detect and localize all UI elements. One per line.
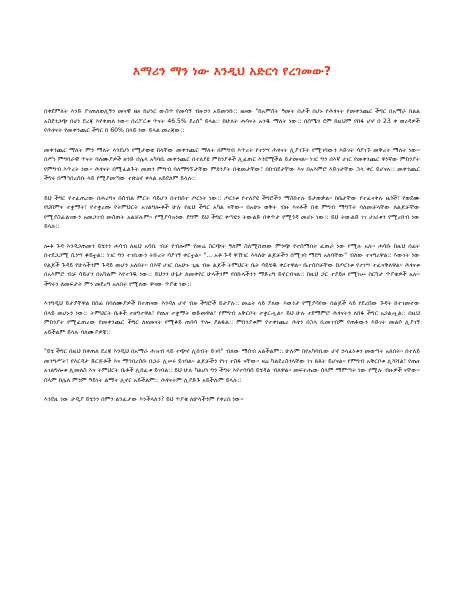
paragraph: እንደዚ ነው ታዲያ ይሄንን በምን ልንፈታው እንችላለን? ይህ ጥያቄ ለሁላችንም የቀረበ ነው።: [44, 396, 244, 403]
paragraph: ሎቶ ጉዳ እንዳጋጠመን ይሄንን ሐሳብ ለዚህ አሳቢ ብቻ የብሎም የመሬ ስርጭት ዓለም ስለሚሸጠው ምንጭ የተሰማበት ፈጠራ ነው የሚሉ አሉ። ሐሳቡ ከዚህ በፊት በተደጋጋሚ ሲነሣ ቆይቷል:: ነገር ግን ተገቢውን ትኩረት ሳያገኝ ቀርቷል። "... አቶ ጉዳ ዋኸገር እላለሁ ልጆቻችን በሚገባ ማደግ አለባቸው" ብለው ተናግረዋል:: እውነት ነው የልጆች ጉዳይ የሁላችንም ጉዳይ መሆን አለበት። በእኛ ሀገር በአሁኑ ጊዜ ብዙ ልጆች ትምህርት ቤት ሳይሄዱ ቀርተዋል። ቤተሰቦቻቸው ከጦርነቱ የተነሣ ተፈናቅለዋል። ሕፃናቱ በአእምሮ ብቻ ሳይሆን በአካልም እየተጎዱ ነው:: ይህንን ሁኔታ ለመቀየር ሁላችንም የበኩላችንን ማድረግ ይኖርብናል:: ከዚህ ጋር ተያይዞ የሚነሡ በርካታ ጥያቄዎች አሉ። ችግሩን ለመፍታት ምን መደረግ አለበት የሚለው ዋናው ጥያቄ ነው::: [44, 242, 420, 288]
paragraph: እንግዲህ ይታያቸዋል ከሰፊ በባለሙያዎች ከተጠናው እንዳለ ሆኖ ብዙ ችግሮች ይታያሉ:: መሬት ላይ ያለው እውነታ የሚያሳየው በልጆች ላይ የደረሰው ጉዳት ከተገመተው በላይ መሆኑን ነው:: ትምህርት ቤቶች ተዘግተዋል፣ የጤና ተቋማት ወድመዋል፣ የምግብ አቅርቦት ተቋርጧል። ይህ ሁሉ ተደማምሮ ሕፃናትን ለከፋ ችግር አጋልጧል:: በዚህ ምክንያት የሚፈጠረው የመቀንጨር ችግር ለዘመናት የሚቆይ ጠባሳ ጥሎ ያልፋል:: ምክንያቱም የተቀነጨረ ሕፃን በኋላ ቢመገብም የጠፋውን እድገት መልሶ ሊያገኝ አይችልም ይላሉ ባለሙያዎቹ::: [44, 300, 420, 336]
paragraph: "ይሄ ችግር በዚህ ከቀጠለ ደረጃ እንዲህ በአማራ ሕዝብ ላይ ተጭኖ ሊከብት ይገባ" ብለው ማሰብ አልችልም:: ሁሉም በየአካባቢው ሆኖ ኃላፊነቱን መወጣት አለበት። በተለይ መንግሥት፣ የእርዳታ ድርጅቶች እና ማኅበረሰቡ በጋራ ሊሠሩ ይገባል። ልጆቻችን የነገ ተስፋ ናቸው። ዛሬ ካልደረስንላቸው ነገ ጸጸት ይሆናል። የምግብ አቅርቦቱ ሊሻሻል፣ የጤና አገልግሎቱ ሊመለስ እና ትምህርት ቤቶች ሊከፈቱ ይገባል:: ይህ ሁሉ ካልሆነ ግን ችግሩ እየተባባሰ ይሄዳል ብለዋል። መፍትሔው ሰላም ማምጣት ነው የሚሉ ብዙዎች ናቸው። ሰላም ከሌለ ምንም ዓይነት ልማት ሊኖር አይችልም:: ሕፃናትም ሊያድጉ አይችሉም ይላሉ::: [44, 348, 420, 384]
paragraph: ይህ ችግር የተፈጠረው በሐረግና በሰብል ምርት ሳይሆን በተከሰተ ጦርነት ነው:: ጦርነቱ የተለያዩ ችግሮችን ማስከተሉ ይታወቃል። ከቤታቸው የተፈናቀሉ ዜጎች፣ የወደሙ የህክምና ተቋማት፣ የተቋረጡ የትምህርት አገልግሎቶች ሁሉ የዚህ ችግር አካል ናቸው። በአሁኑ ወቅት ብዙ እናቶች በቂ ምግብ ማግኘት ባለመቻላቸው ለልጆቻቸው የሚያስፈልገውን አመጋገብ መስጠት አልቻሉም። የሚያሳዝነው ደግሞ ይህ ችግር ቀጣዩን ትውልድ በቀጥታ የሚጎዳ መሆኑ ነው:: ይህ ትውልድ ነገ ሀገሪቱን የሚረከብ ነው ይላሉ::: [44, 194, 420, 230]
paragraph: በቀደምለት እንድ ያገጠለወሊኝን መናዊ ዜና ከሆነር ውስጥ የመሳኝ ብዙኃን አይመንኩ:: ዜናው "ከአምስት ዓመት በታች በሆኑ የሕፃናት የመቀንጨር ችግር በአማራ ክልል አስደንጋጭ በሆነ ደረጃ እየቀጠለ ነው። በሪፖርቱ ጥናት 46.5% ደረሰ" ይላል:: ከሁለት ሐሳናት አንዱ ማለት ነው:: በሰሜን ደም ከዚህም የከፋ ሆኖ በ 23 ቀ ወረዳዎች የሕፃናት የመቀንጨር ችግር ከ 60% በላይ ነው ይላል መረጃው::: [44, 108, 420, 134]
document-title: እማሪን ማን ነው እንዲህ አድርጎ የረገመው?: [132, 64, 332, 78]
document-body: [44, 107, 420, 405]
paragraph: መቀንጨር ማለት ምን ማለት እንደሆነ የሚታወቁ ከላቸው መቀንጨር ማለት በምግብ እጥረት የተነሣ ሕፃናት ሊያገኙት የሚገባውን እድገት ሳያገኙ መቅረት ማለት ነው። በሥነ ምግባራዊ ጥናት ባለሙያዎች ዘንድ በሌላ አካባቢ መቀንጨር በተለያዩ ምክንያቶች ሊፈጠር እንደሚችል ይታመናል። ነገር ግን በእኛ ሀገር የመቀንጨር ዋነኛው ምክንያት የምግብ እጥረት ነው። ሕፃናት በሚፈልጉት መጠን ምግብ ባለማግኘታቸው ምክንያት በቁመታቸው፣ በክብደታቸው እና በአእምሮ እድገታቸው ኋላ ቀር ይሆናሉ:: መቀንጨር ችግሩ በማኅበረሰቡ ላይ የሚያመጣው ተጽዕኖ ቀላል አይደለም ይላሉ::: [44, 146, 420, 182]
